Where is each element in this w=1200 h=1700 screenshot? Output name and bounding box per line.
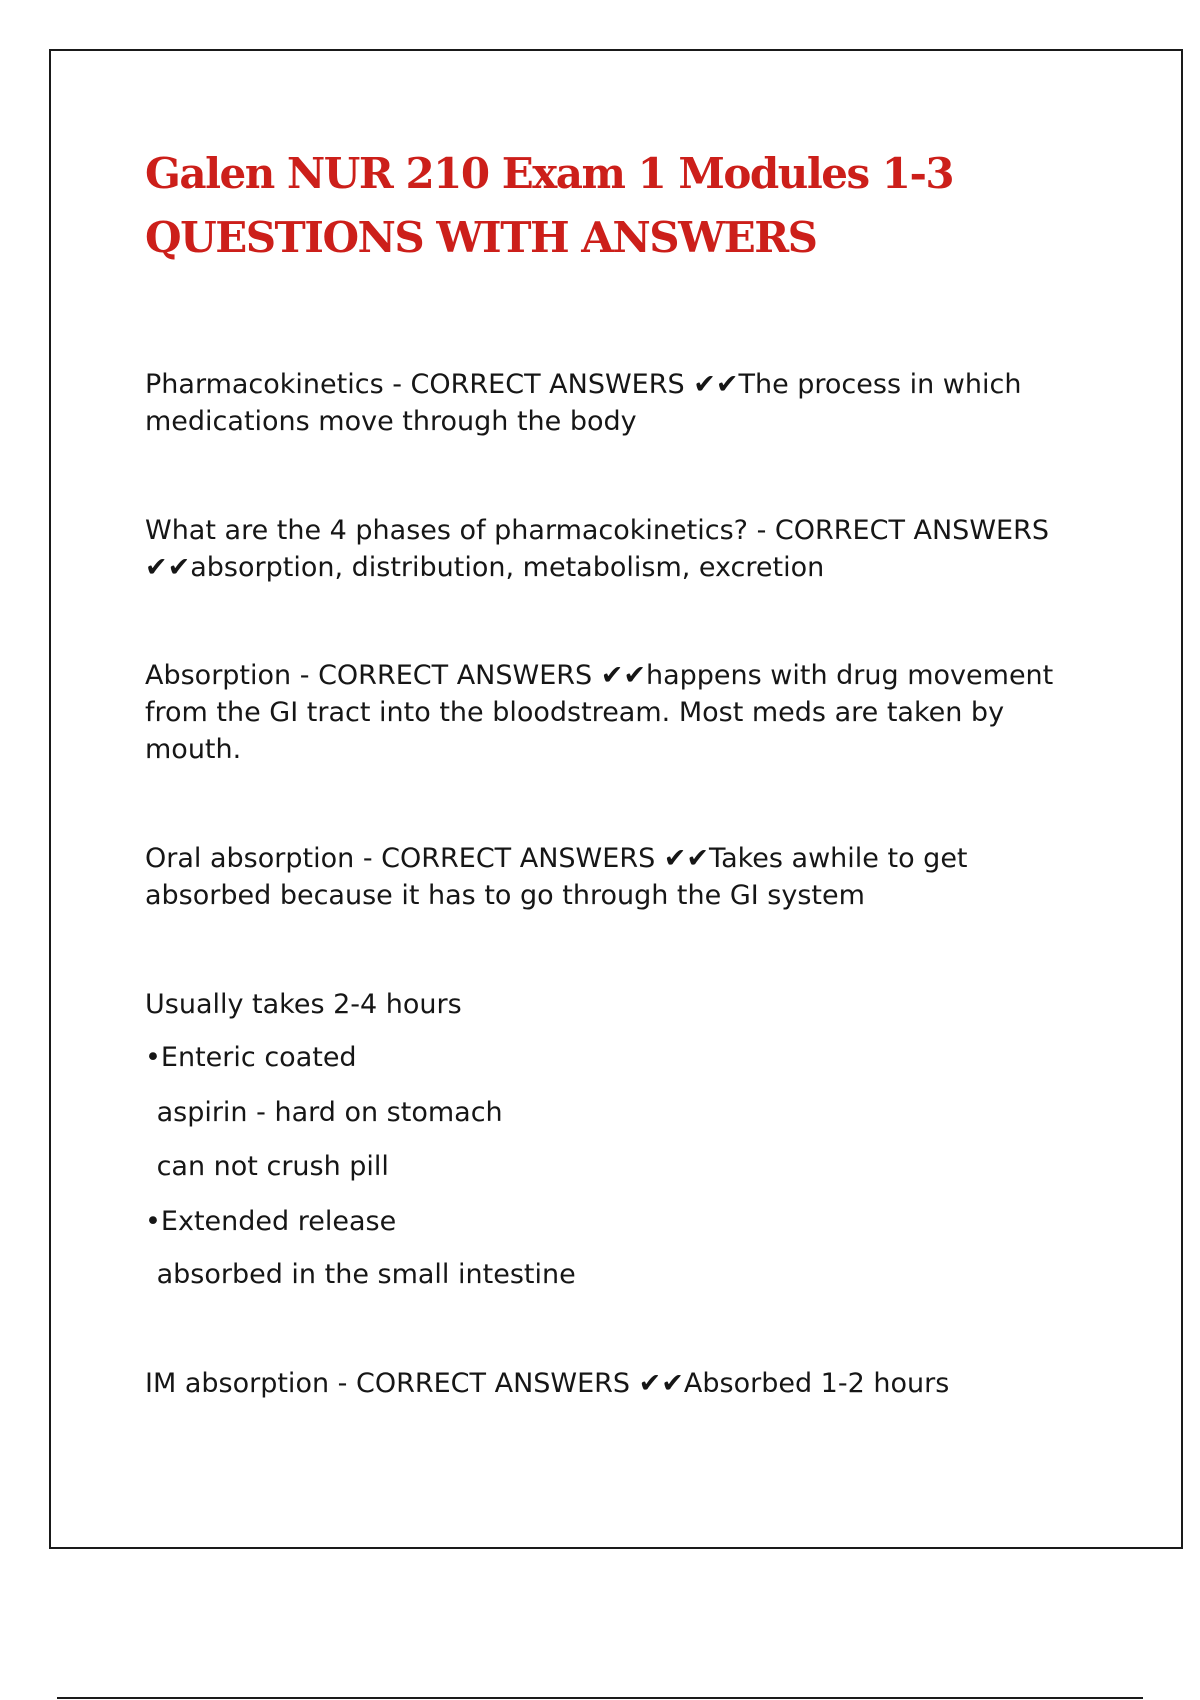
note-line: can not crush pill [148, 1151, 389, 1182]
note-line: absorbed in the small intestine [148, 1259, 576, 1290]
page-title [145, 142, 1095, 270]
qa-item-oral-absorption [145, 840, 1095, 914]
qa-question: Absorption [145, 660, 292, 691]
note-bullet: •Extended release [145, 1206, 397, 1237]
qa-item-im-absorption [145, 1365, 1095, 1402]
footer-divider [57, 1697, 1143, 1699]
qa-answer-tag: - CORRECT ANSWERS ✔✔ [299, 660, 646, 691]
qa-item-absorption [145, 657, 1095, 768]
qa-answer-tag: - CORRECT ANSWERS ✔✔ [392, 369, 739, 400]
title-line-1: Galen NUR 210 Exam 1 Modules 1-3 [145, 149, 954, 198]
qa-answer: Absorbed 1-2 hours [683, 1368, 950, 1399]
qa-question: IM absorption [145, 1368, 330, 1399]
note-line: aspirin - hard on stomach [148, 1097, 503, 1128]
qa-answer: The process in which medications move through the body [145, 369, 1022, 437]
qa-answer: happens with drug movement from the GI tract into the bloodstream. Most meds are taken by mouth. [145, 660, 1054, 765]
note-bullet: •Enteric coated [145, 1042, 357, 1073]
qa-question: Oral absorption [145, 843, 355, 874]
qa-item-phases [145, 512, 1095, 586]
qa-answer: Takes awhile to get absorbed because it has to go through the GI system [145, 843, 968, 911]
qa-question: What are the 4 phases of pharmacokinetics? [145, 515, 748, 546]
qa-answer: absorption, distribution, metabolism, excretion [190, 552, 825, 583]
qa-answer-tag: - CORRECT ANSWERS ✔✔ [337, 1368, 684, 1399]
qa-item-pharmacokinetics [145, 366, 1095, 440]
title-line-2: QUESTIONS WITH ANSWERS [145, 213, 817, 262]
page-frame [49, 49, 1183, 1549]
qa-question: Pharmacokinetics [145, 369, 384, 400]
note-line: Usually takes 2-4 hours [145, 989, 462, 1020]
qa-answer-tag: - CORRECT ANSWERS ✔✔ [145, 515, 1049, 583]
qa-answer-tag: - CORRECT ANSWERS ✔✔ [362, 843, 710, 874]
